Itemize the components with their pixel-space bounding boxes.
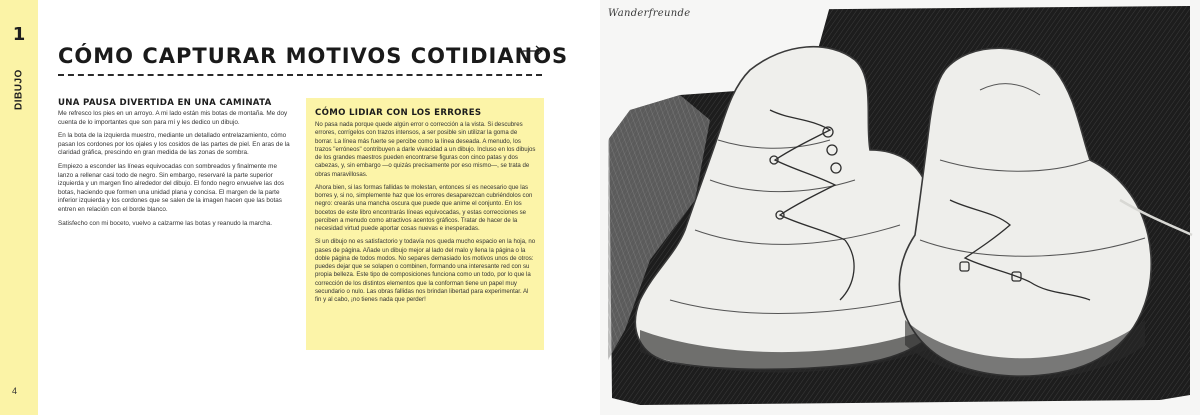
page-number: 4 [12,386,18,396]
paragraph: Si un dibujo no es satisfactorio y todavía nos queda mucho espacio en la hoja, no pases de página. Añade un dibujo mejor al lado del malo y llena la página o la doble página de todos modos. No separes demasiado los motivos unos de otros: puedes dejar que se solapen o combinen, formando una interesante red con su propia belleza. Este tipo de composiciones funciona como un todo, por lo que la corrección de los distintos elementos que la conforman tiene un papel muy secundario o nulo. Las obras fallidas nos brindan libertad para experimentar. Al fin y al cabo, ¡no tienes nada que perder! [315,238,536,303]
paragraph: Me refresco los pies en un arroyo. A mi lado están mis botas de montaña. Me doy cuenta de lo importantes que son para mí y les dedico un dibujo. [58,110,288,126]
paragraph: En la bota de la izquierda muestro, mediante un detallado entrelazamiento, cómo pasan los cordones por los ojales y los cosidos de las partes de piel. En aras de la claridad gráfica, prescindo en gran medida de las zonas de sombra. [58,132,290,157]
section-body [315,121,536,304]
paragraph: Satisfecho con mi boceto, vuelvo a calzarme las botas y reanudo la marcha. [58,219,273,227]
chapter-tab [0,0,38,415]
section-heading: UNA PAUSA DIVERTIDA EN UNA CAMINATA [58,98,272,108]
paragraph: No pasa nada porque quede algún error o corrección a la vista. Si descubres errores, corrígelos con trazos intensos, a ser posible sin utilizar la goma de borrar. La línea más fuerte se percibe como la línea deseada. A menudo, los trazos "erróneos" contribuyen a darle vivacidad a un dibujo. Incluso en los dibujos de los grandes maestros pueden encontrarse figuras con cinco patas y dos cabezas, y, sin embargo —o quizás precisamente por eso mismo—, se trata de obras maravillosas. [315,121,536,178]
chapter-label: DIBUJO [13,69,25,111]
errors-sidebar-box [306,98,544,350]
paragraph: Ahora bien, si las formas fallidas te molestan, entonces sí es necesario que las borres y, si no, simplemente haz que los errores desaparezcan cubriéndolos con negro: crearás una mancha oscura que puede que anime el conjunto. En los bocetos de este libro encontrarás líneas equivocadas, y estas correcciones se perciben a menudo como atractivos acentos gráficos. Tratar de hacer de la necesidad virtud puede aportar cosas nuevas e inesperadas. [315,183,533,232]
chapter-number: 1 [12,24,26,45]
page-title: CÓMO CAPTURAR MOTIVOS COTIDIANOS [58,44,569,68]
boots-pencil-drawing [600,0,1200,415]
drawing-signature: Wanderfreunde [608,8,691,19]
section-walk-break [58,98,290,233]
section-heading: CÓMO LIDIAR CON LOS ERRORES [315,108,482,118]
paragraph: Empiezo a esconder las líneas equivocadas con sombreados y finalmente me lanzo a rellenar casi todo de negro. Sin embargo, reservaré la parte superior izquierda y un margen fino alrededor del dibujo. El fondo negro envuelve las dos botas, haciendo que formen una unidad plana y concisa. El margen de la parte inferior izquierda y los cordones que se salen de la imagen hacen que las botas entren en relación con el borde blanco. [58,162,285,213]
section-body [58,110,290,228]
title-divider [58,74,542,76]
arrow-right-icon [522,44,544,58]
